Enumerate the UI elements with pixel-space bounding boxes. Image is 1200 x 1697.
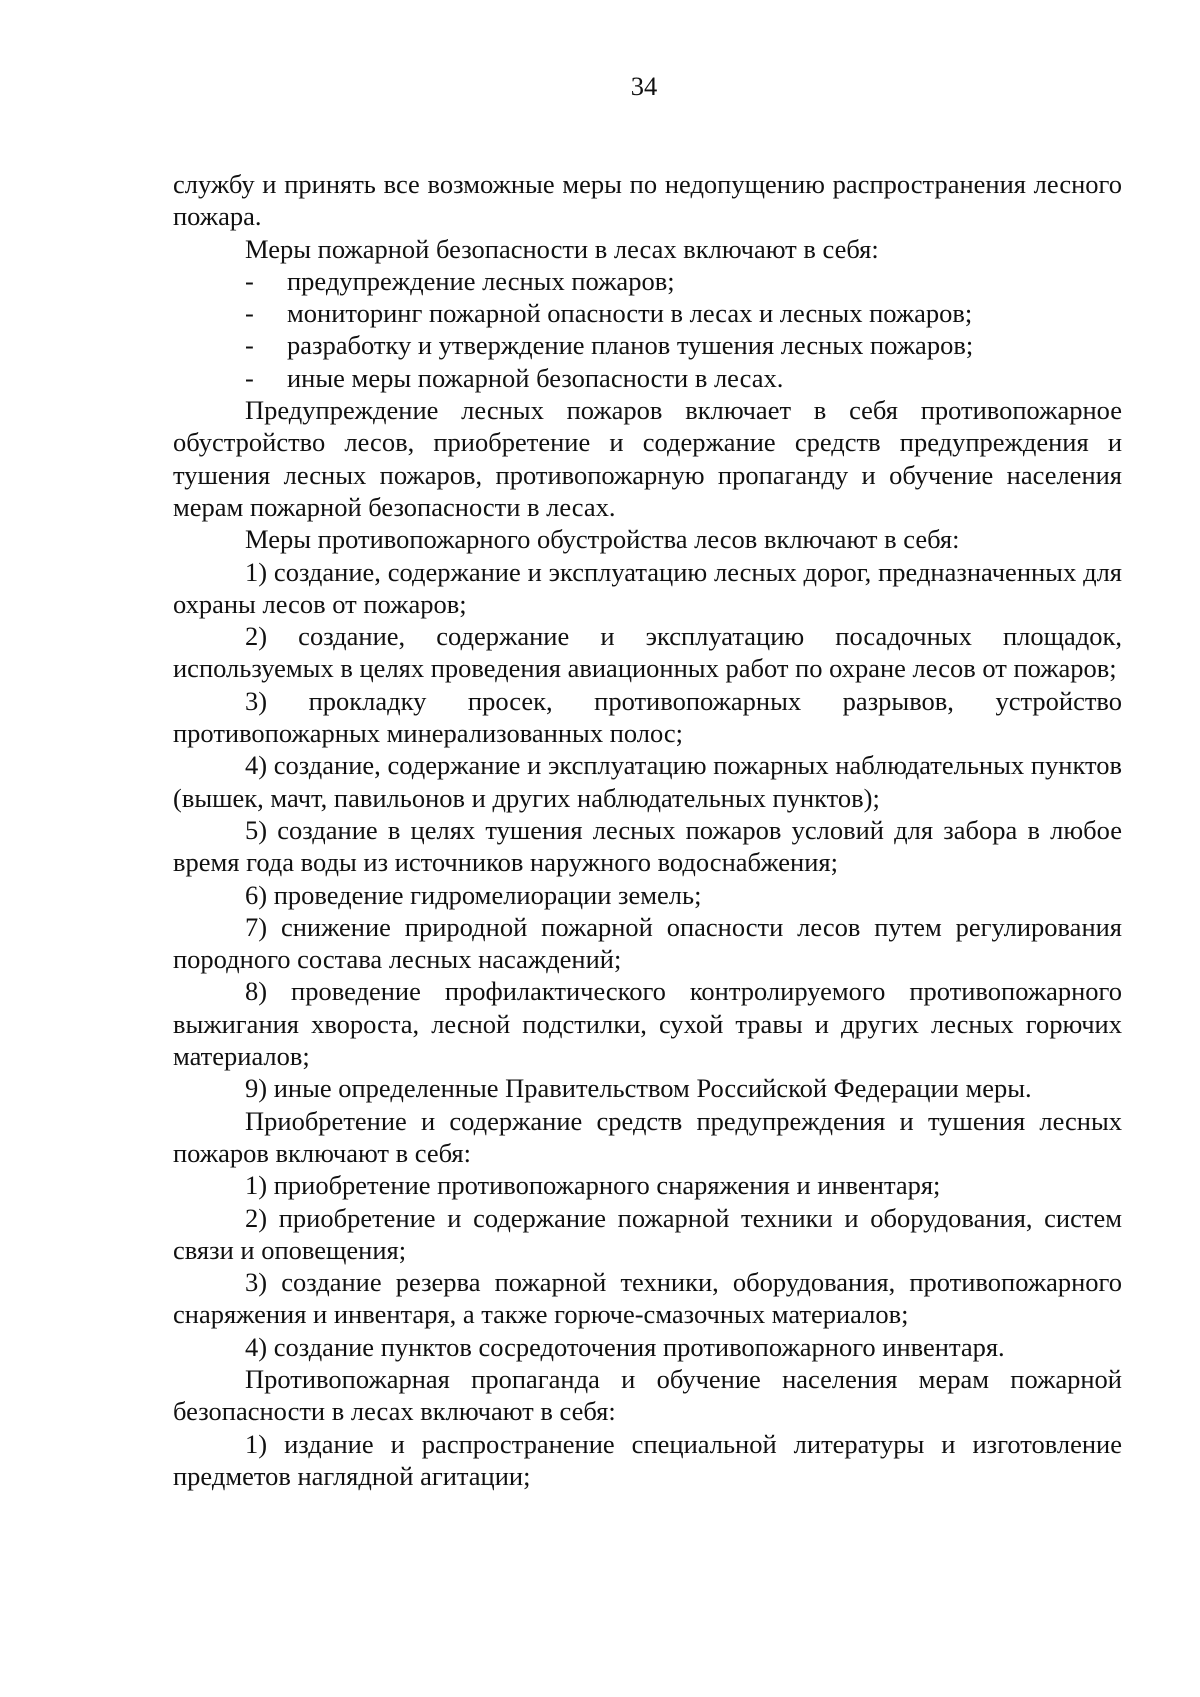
document-body	[173, 168, 1122, 1492]
paragraph-equipment-intro: Приобретение и содержание средств предупреждения и тушения лесных пожаров включают в себя:	[173, 1105, 1122, 1168]
dash-bullet: -	[245, 330, 254, 361]
numbered-item: 6) проведение гидромелиорации земель;	[245, 879, 702, 910]
numbered-item: 1) издание и распространение специальной литературы и изготовление предметов наглядной агитации;	[173, 1428, 1122, 1491]
numbered-item: 4) создание пунктов сосредоточения противопожарного инвентаря.	[245, 1331, 1005, 1362]
numbered-item: 7) снижение природной пожарной опасности лесов путем регулирования породного состава лесных насаждений;	[173, 911, 1122, 975]
dash-list-item	[173, 329, 1122, 361]
dash-bullet: -	[245, 265, 254, 296]
dash-list-item-text: мониторинг пожарной опасности в лесах и лесных пожаров;	[287, 298, 973, 329]
dash-list-item	[173, 362, 1122, 394]
dash-list-item	[173, 265, 1122, 297]
dash-list-item-text: разработку и утверждение планов тушения лесных пожаров;	[287, 330, 974, 361]
numbered-item: 4) создание, содержание и эксплуатацию пожарных наблюдательных пунктов (вышек, мачт, павильонов и других наблюдательных пунктов);	[173, 750, 1122, 813]
numbered-item: 3) прокладку просек, противопожарных разрывов, устройство противопожарных минерализованных полос;	[173, 685, 1122, 749]
numbered-item: 8) проведение профилактического контролируемого противопожарного выжигания хвороста, лесной подстилки, сухой травы и других лесных горючих материалов;	[173, 976, 1122, 1072]
dash-list-item-text: предупреждение лесных пожаров;	[287, 265, 675, 296]
dash-list	[173, 265, 1122, 394]
page-number: 34	[630, 71, 658, 101]
dash-bullet: -	[245, 362, 254, 393]
numbered-item: 3) создание резерва пожарной техники, оборудования, противопожарного снаряжения и инвентаря, а также горюче-смазочных материалов;	[173, 1267, 1122, 1330]
numbered-item: 2) создание, содержание и эксплуатацию посадочных площадок, используемых в целях проведения авиационных работ по охране лесов от пожаров;	[173, 621, 1122, 684]
numbered-item: 9) иные определенные Правительством Российской Федерации меры.	[245, 1073, 1032, 1104]
paragraph-measures-intro: Меры пожарной безопасности в лесах включают в себя:	[245, 233, 879, 264]
dash-list-item-text: иные меры пожарной безопасности в лесах.	[287, 362, 784, 393]
dash-bullet: -	[245, 298, 254, 329]
numbered-item: 1) приобретение противопожарного снаряжения и инвентаря;	[245, 1170, 941, 1201]
paragraph-propaganda-intro: Противопожарная пропаганда и обучение населения мерам пожарной безопасности в лесах включают в себя:	[173, 1363, 1122, 1427]
paragraph-prevention: Предупреждение лесных пожаров включает в себя противопожарное обустройство лесов, приобретение и содержание средств предупреждения и тушения лесных пожаров, противопожарную пропаганду и обучение населения мерам пожарной безопасности в лесах.	[173, 395, 1122, 522]
paragraph-arrangement-intro: Меры противопожарного обустройства лесов включают в себя:	[245, 524, 960, 555]
numbered-item: 2) приобретение и содержание пожарной техники и оборудования, систем связи и оповещения;	[173, 1202, 1122, 1265]
numbered-item: 5) создание в целях тушения лесных пожаров условий для забора в любое время года воды из источников наружного водоснабжения;	[173, 814, 1122, 878]
paragraph-continuation: службу и принять все возможные меры по недопущению распространения лесного пожара.	[173, 169, 1122, 232]
numbered-item: 1) создание, содержание и эксплуатацию лесных дорог, предназначенных для охраны лесов от пожаров;	[173, 556, 1122, 619]
dash-list-item	[173, 297, 1122, 329]
